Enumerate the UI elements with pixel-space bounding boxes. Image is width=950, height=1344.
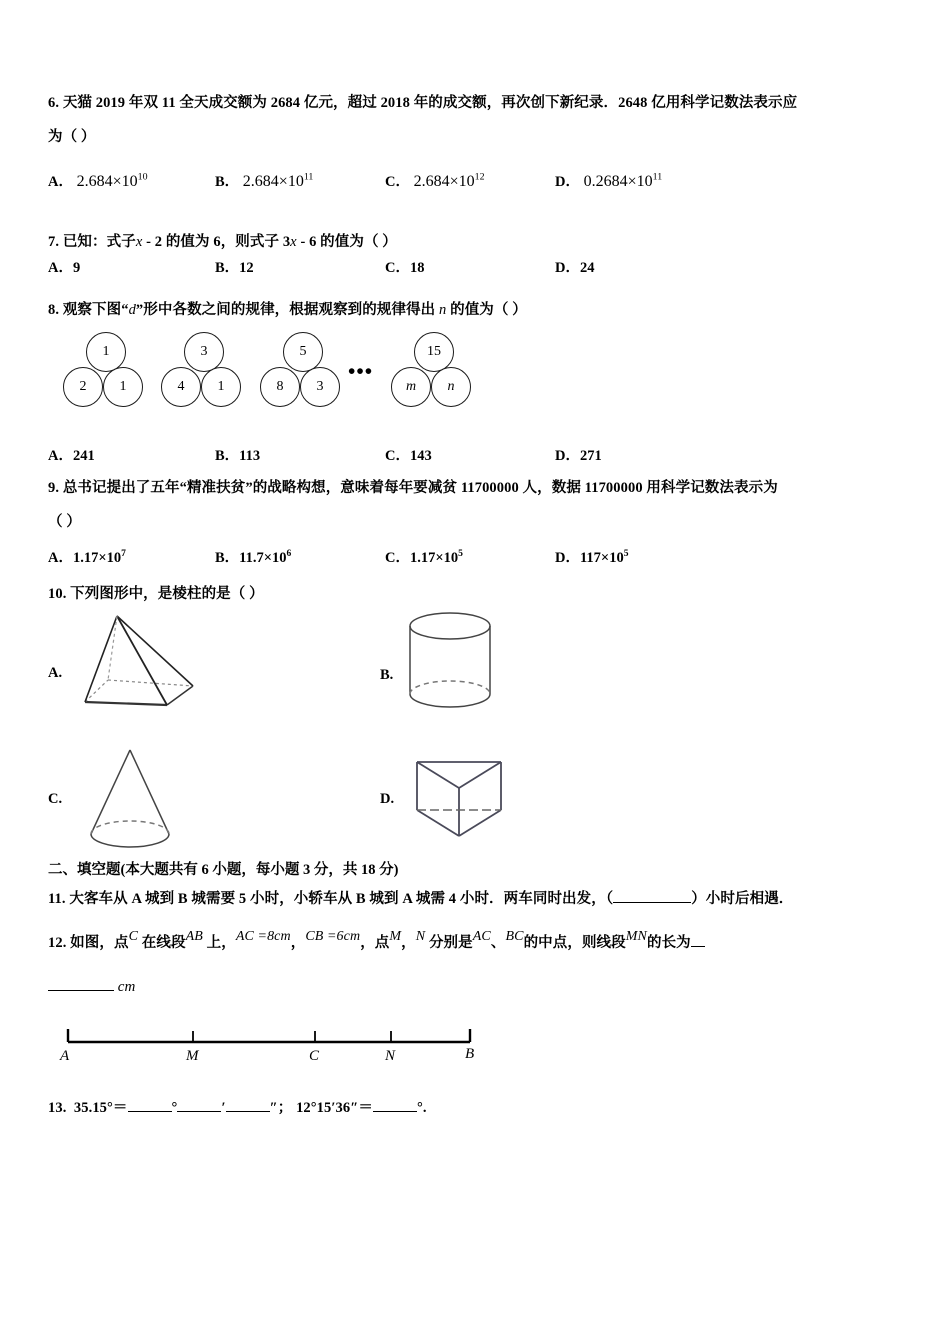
q12-t4: ，: [290, 935, 306, 951]
question-9-option-a[interactable]: [48, 546, 126, 567]
circle-left: 8: [260, 367, 300, 407]
question-8-option-d[interactable]: [555, 444, 602, 465]
question-8-number: 8.: [48, 302, 60, 318]
option-a-mantissa: 2.684: [76, 173, 113, 190]
circle-right: 3: [300, 367, 340, 407]
option-d-base: 10: [636, 173, 653, 190]
question-10-option-a-figure[interactable]: [75, 608, 205, 728]
q12-answer-blank[interactable]: [48, 977, 114, 991]
option-c-label: C．: [385, 550, 410, 566]
question-7-option-c[interactable]: [385, 256, 424, 277]
circle-left: m: [391, 367, 431, 407]
q13-blank-min[interactable]: [177, 1098, 221, 1112]
option-c-base: 10: [458, 173, 475, 190]
option-a-label: A．: [48, 174, 73, 190]
number-line-point-m: M: [186, 1048, 199, 1064]
q12-t9: 的中点，则线段: [523, 935, 626, 951]
option-c-value: 18: [409, 260, 425, 276]
q13-period: .: [422, 1100, 427, 1116]
circle-left: 4: [161, 367, 201, 407]
question-7-option-b[interactable]: [215, 256, 254, 277]
cone-icon: [75, 742, 195, 850]
q12-point-m: M: [389, 929, 402, 944]
q12-segment-ab: AB: [185, 929, 203, 944]
question-9-stem: [48, 477, 918, 499]
q12-t3: 上，: [206, 935, 236, 951]
question-7-variable-1: x: [135, 234, 143, 250]
q13-expr1: 35.15°: [73, 1100, 113, 1116]
option-b-label: B．: [215, 260, 240, 276]
question-10-option-c-figure[interactable]: [75, 742, 195, 855]
option-d-exponent: 11: [652, 171, 663, 183]
option-b-base: 10: [287, 173, 304, 190]
option-b-mantissa: 11.7×10: [239, 550, 287, 566]
option-a-value: 9: [72, 260, 81, 276]
q13-equals-1: ＝: [112, 1100, 128, 1116]
question-8-stem-a: 观察下图“: [62, 302, 129, 318]
circle-triad-group-4: [386, 332, 486, 414]
number-line-point-b: B: [465, 1046, 475, 1062]
option-c-label: C．: [385, 448, 410, 464]
question-8-variable: n: [439, 302, 447, 318]
option-d-exponent: 5: [623, 548, 629, 560]
q12-segment-ac: AC: [472, 929, 491, 944]
q13-blank-deg[interactable]: [128, 1098, 172, 1112]
question-12-stem: [48, 929, 705, 955]
circle-left: 2: [63, 367, 103, 407]
question-7-option-d[interactable]: [555, 256, 594, 277]
question-8-option-b[interactable]: [215, 444, 260, 465]
question-6-option-d[interactable]: [555, 170, 662, 191]
question-11: [48, 888, 793, 910]
question-11-part-b: ）小时后相遇．: [691, 891, 794, 907]
option-a-exponent: 7: [121, 548, 126, 560]
question-12-number: 12.: [48, 935, 67, 951]
number-line-icon: [48, 1018, 518, 1074]
circle-top: 1: [86, 332, 126, 372]
question-9-number: 9.: [48, 480, 60, 496]
option-b-label: B．: [215, 448, 240, 464]
q12-t8: 、: [490, 935, 506, 951]
q12-t10: 的长为: [646, 935, 691, 951]
question-10-option-b-label: B.: [380, 667, 394, 683]
question-10-stem-text: 下列图形中，是棱柱的是（ ）: [70, 586, 264, 602]
option-b-label: B．: [215, 550, 240, 566]
question-9-option-b[interactable]: [215, 546, 291, 567]
option-d-label: D．: [555, 174, 580, 190]
question-7-number: 7.: [48, 234, 60, 250]
question-7-variable-2: x: [290, 234, 297, 250]
option-b-label: B．: [215, 174, 240, 190]
option-a-label: A．: [48, 260, 73, 276]
q12-t1: 如图，点: [70, 935, 129, 951]
circle-triad-group-2: [156, 332, 251, 414]
question-9-options: [48, 546, 918, 576]
question-7-stem-a: 已知：式子: [62, 234, 136, 250]
option-a-label: A．: [48, 550, 73, 566]
ellipsis: •••: [348, 359, 374, 383]
question-11-blank[interactable]: [613, 889, 691, 903]
question-10-stem: [48, 583, 264, 605]
question-9-option-d[interactable]: [555, 546, 628, 567]
q12-point-n: N: [415, 929, 426, 944]
option-a-base: 10: [121, 173, 138, 190]
circle-top: 3: [184, 332, 224, 372]
number-line-point-c: C: [309, 1048, 320, 1064]
circle-top: 15: [414, 332, 454, 372]
option-b-exponent: 6: [286, 548, 292, 560]
option-a-mantissa: 1.17×10: [72, 550, 122, 566]
question-13-number: 13.: [48, 1100, 67, 1116]
q12-ac-length: AC =8cm: [235, 929, 291, 944]
cylinder-icon: [400, 608, 510, 720]
option-d-value: 271: [579, 448, 602, 464]
question-6-option-b[interactable]: [215, 170, 313, 191]
q12-t5: ，点: [360, 935, 390, 951]
question-6-options: [48, 170, 918, 200]
option-c-mantissa: 2.684: [413, 173, 450, 190]
option-d-label: D．: [555, 550, 580, 566]
q12-point-c: C: [128, 929, 139, 944]
option-c-exponent: 5: [458, 548, 463, 560]
q13-semicolon: ；: [277, 1100, 293, 1116]
question-12-number-line: [48, 1018, 518, 1074]
question-8-stem: [48, 299, 527, 321]
option-c-exponent: 12: [474, 171, 485, 183]
option-b-mantissa: 2.684: [242, 173, 279, 190]
section-2-heading: 二、填空题(本大题共有 6 小题，每小题 3 分，共 18 分): [48, 862, 399, 878]
question-11-part-a: 大客车从 A 城到 B 城需要 5 小时，小轿车从 B 城到 A 城需 4 小时．两车同时出发，（: [69, 891, 614, 907]
option-c-mantissa: 1.17×10: [409, 550, 459, 566]
question-8-stem-b: ”形中各数之间的规律，根据观察到的规律得出: [135, 302, 436, 318]
option-c-label: C．: [385, 260, 410, 276]
question-11-number: 11.: [48, 891, 66, 907]
option-d-times: ×: [627, 173, 637, 190]
circle-right: 1: [103, 367, 143, 407]
question-10-option-d-label: D.: [380, 791, 395, 807]
q13-unit-deg-2: °: [416, 1100, 423, 1116]
circle-top: 5: [283, 332, 323, 372]
circle-triad-group-3: [255, 332, 350, 414]
option-c-value: 143: [409, 448, 432, 464]
circle-triad-group-1: [58, 332, 153, 414]
question-8-shape-letter: d: [128, 302, 136, 318]
question-10-option-d-figure[interactable]: [405, 748, 520, 853]
option-c-times: ×: [449, 173, 459, 190]
question-8-options: [48, 444, 918, 474]
option-a-exponent: 10: [137, 171, 148, 183]
q12-t2: 在线段: [141, 935, 186, 951]
question-7-stem-b: - 2 的值为 6，则式子 3: [146, 234, 291, 250]
question-12-blank-line: [48, 976, 135, 999]
q13-unit-sec: ″: [269, 1100, 278, 1116]
question-6-stem-line2: 为（ ）: [48, 129, 96, 145]
option-d-label: D．: [555, 448, 580, 464]
q13-unit-deg: °: [171, 1100, 178, 1116]
question-8-figure: [48, 332, 518, 414]
question-6-line1: 天猫 2019 年双 11 全天成交额为 2684 亿元，超过 2018 年的成交额，再次创下新纪录．2648 亿用科学记数法表示应: [62, 95, 798, 111]
question-10-option-b-figure[interactable]: [400, 608, 510, 725]
option-a-times: ×: [112, 173, 122, 190]
question-7-option-a[interactable]: [48, 256, 80, 277]
question-6-option-c[interactable]: [385, 170, 485, 191]
question-6-number: 6.: [48, 95, 60, 111]
question-10-option-a-label: A.: [48, 665, 63, 681]
option-d-value: 24: [579, 260, 595, 276]
question-8-stem-c: 的值为（ ）: [450, 302, 527, 318]
q12-cb-length: CB =6cm: [305, 929, 361, 944]
circle-right: 1: [201, 367, 241, 407]
q13-blank-deg-2[interactable]: [373, 1098, 417, 1112]
question-7-options: [48, 256, 918, 286]
option-b-exponent: 11: [303, 171, 314, 183]
question-7-stem: [48, 231, 397, 253]
q12-t6: ，: [401, 935, 416, 951]
number-line-point-n: N: [385, 1048, 396, 1064]
option-d-mantissa: 117×10: [579, 550, 624, 566]
question-9-line1: 总书记提出了五年“精准扶贫”的战略构想，意味着每年要减贫 11700000 人，数据 11700000 用科学记数法表示为: [62, 480, 778, 496]
question-6-option-a[interactable]: [48, 170, 148, 191]
q12-segment-mn: MN: [625, 929, 647, 944]
option-d-label: D．: [555, 260, 580, 276]
q13-blank-sec[interactable]: [226, 1098, 270, 1112]
question-6-stem: [48, 92, 918, 114]
number-line-point-a: A: [60, 1048, 70, 1064]
question-9-stem-line2: （ ）: [48, 514, 81, 530]
q13-expr2: 12°15′36″: [296, 1100, 359, 1116]
option-d-mantissa: 0.2684: [583, 173, 628, 190]
option-c-label: C．: [385, 174, 410, 190]
q12-blank-start[interactable]: [691, 933, 705, 947]
question-10-option-c-label: C.: [48, 791, 63, 807]
option-b-value: 113: [239, 448, 261, 464]
q12-t7: 分别是: [428, 935, 473, 951]
option-a-label: A．: [48, 448, 73, 464]
question-8-option-c[interactable]: [385, 444, 432, 465]
q12-unit: cm: [117, 979, 136, 995]
option-b-value: 12: [239, 260, 254, 276]
question-13: [48, 1097, 427, 1119]
q12-segment-bc: BC: [505, 929, 524, 944]
question-9-option-c[interactable]: [385, 546, 463, 567]
q13-unit-min: ′: [221, 1100, 226, 1116]
option-a-value: 241: [72, 448, 95, 464]
triangular-prism-icon: [405, 748, 520, 848]
question-8-option-a[interactable]: [48, 444, 95, 465]
question-10-number: 10.: [48, 586, 67, 602]
circle-right: n: [431, 367, 471, 407]
question-7-stem-c: - 6 的值为（ ）: [300, 234, 397, 250]
option-b-times: ×: [278, 173, 288, 190]
q13-equals-2: ＝: [358, 1100, 373, 1116]
square-pyramid-icon: [75, 608, 205, 723]
